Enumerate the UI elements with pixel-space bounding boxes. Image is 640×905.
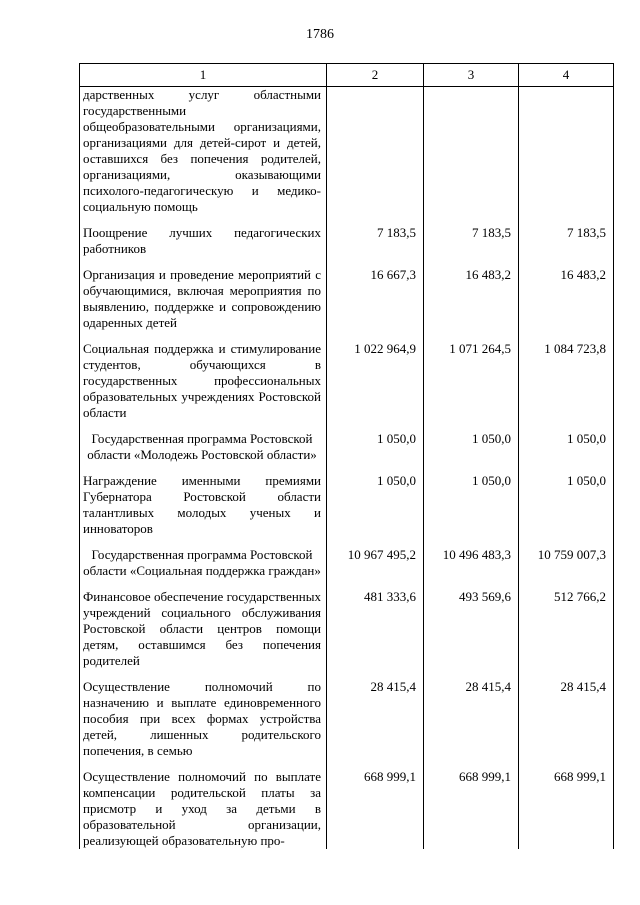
row-description: Социальная поддержка и стимулирование студентов, обучающихся в государственных профессиональных образовательных учреждениях Ростовской области xyxy=(80,341,327,431)
header-row xyxy=(80,64,614,87)
row-value-col-2: 668 999,1 xyxy=(327,769,424,849)
row-value-col-2: 28 415,4 xyxy=(327,679,424,769)
row-value-col-2: 1 050,0 xyxy=(327,431,424,473)
row-value-col-4: 28 415,4 xyxy=(519,679,614,769)
table-row xyxy=(80,225,614,267)
header-col-4: 4 xyxy=(519,64,614,87)
header-col-3: 3 xyxy=(424,64,519,87)
table-row xyxy=(80,267,614,341)
program-row xyxy=(80,431,614,473)
row-value-col-2: 16 667,3 xyxy=(327,267,424,341)
table-row xyxy=(80,769,614,849)
row-value-col-2: 7 183,5 xyxy=(327,225,424,267)
table-row xyxy=(80,679,614,769)
row-description: Финансовое обеспечение государственных учреждений социального обслуживания Ростовской области центров помощи детям, оставшимся без попечения родителей xyxy=(80,589,327,679)
row-description: Организация и проведение мероприятий с обучающимися, включая мероприятия по выявлению, поддержке и сопровождению одаренных детей xyxy=(80,267,327,341)
program-title: Государственная программа Ростовской области «Молодежь Ростовской области» xyxy=(80,431,327,473)
row-value-col-2: 1 022 964,9 xyxy=(327,341,424,431)
row-value-col-3: 493 569,6 xyxy=(424,589,519,679)
row-value-col-4: 10 759 007,3 xyxy=(519,547,614,589)
row-value-col-4 xyxy=(519,87,614,226)
row-value-col-4: 1 050,0 xyxy=(519,431,614,473)
program-title: Государственная программа Ростовской области «Социальная поддержка граждан» xyxy=(80,547,327,589)
row-value-col-3: 668 999,1 xyxy=(424,769,519,849)
row-value-col-3: 7 183,5 xyxy=(424,225,519,267)
table-row xyxy=(80,341,614,431)
table-row xyxy=(80,589,614,679)
table-header xyxy=(80,64,614,87)
row-value-col-3: 1 050,0 xyxy=(424,431,519,473)
row-value-col-4: 7 183,5 xyxy=(519,225,614,267)
row-value-col-2: 10 967 495,2 xyxy=(327,547,424,589)
row-value-col-3: 10 496 483,3 xyxy=(424,547,519,589)
table-body xyxy=(80,87,614,850)
row-value-col-4: 1 050,0 xyxy=(519,473,614,547)
row-description: дарственных услуг областными государственными общеобразовательными организациями, организациями для детей-сирот и детей, оставшихся без попечения родителей, организациями, оказывающими психолого-педагогическую и медико-социальную помощь xyxy=(80,87,327,226)
row-value-col-2: 481 333,6 xyxy=(327,589,424,679)
row-description: Осуществление полномочий по выплате компенсации родительской платы за присмотр и уход за детьми в образовательной организации, реализующей образовательную про- xyxy=(80,769,327,849)
program-row xyxy=(80,547,614,589)
page-number: 1786 xyxy=(306,27,334,42)
row-value-col-3 xyxy=(424,87,519,226)
row-value-col-3: 28 415,4 xyxy=(424,679,519,769)
row-value-col-3: 1 050,0 xyxy=(424,473,519,547)
row-description: Награждение именными премиями Губернатора Ростовской области талантливых молодых ученых и инноваторов xyxy=(80,473,327,547)
row-value-col-4: 512 766,2 xyxy=(519,589,614,679)
row-value-col-4: 668 999,1 xyxy=(519,769,614,849)
row-description: Поощрение лучших педагогических работников xyxy=(80,225,327,267)
table-row xyxy=(80,87,614,226)
row-value-col-3: 1 071 264,5 xyxy=(424,341,519,431)
table-row xyxy=(80,473,614,547)
header-col-2: 2 xyxy=(327,64,424,87)
budget-table xyxy=(79,63,614,849)
row-description: Осуществление полномочий по назначению и выплате единовременного пособия при всех формах устройства детей, лишенных родительского попечения, в семью xyxy=(80,679,327,769)
row-value-col-2 xyxy=(327,87,424,226)
row-value-col-4: 16 483,2 xyxy=(519,267,614,341)
row-value-col-4: 1 084 723,8 xyxy=(519,341,614,431)
row-value-col-2: 1 050,0 xyxy=(327,473,424,547)
row-value-col-3: 16 483,2 xyxy=(424,267,519,341)
header-col-1: 1 xyxy=(80,64,327,87)
